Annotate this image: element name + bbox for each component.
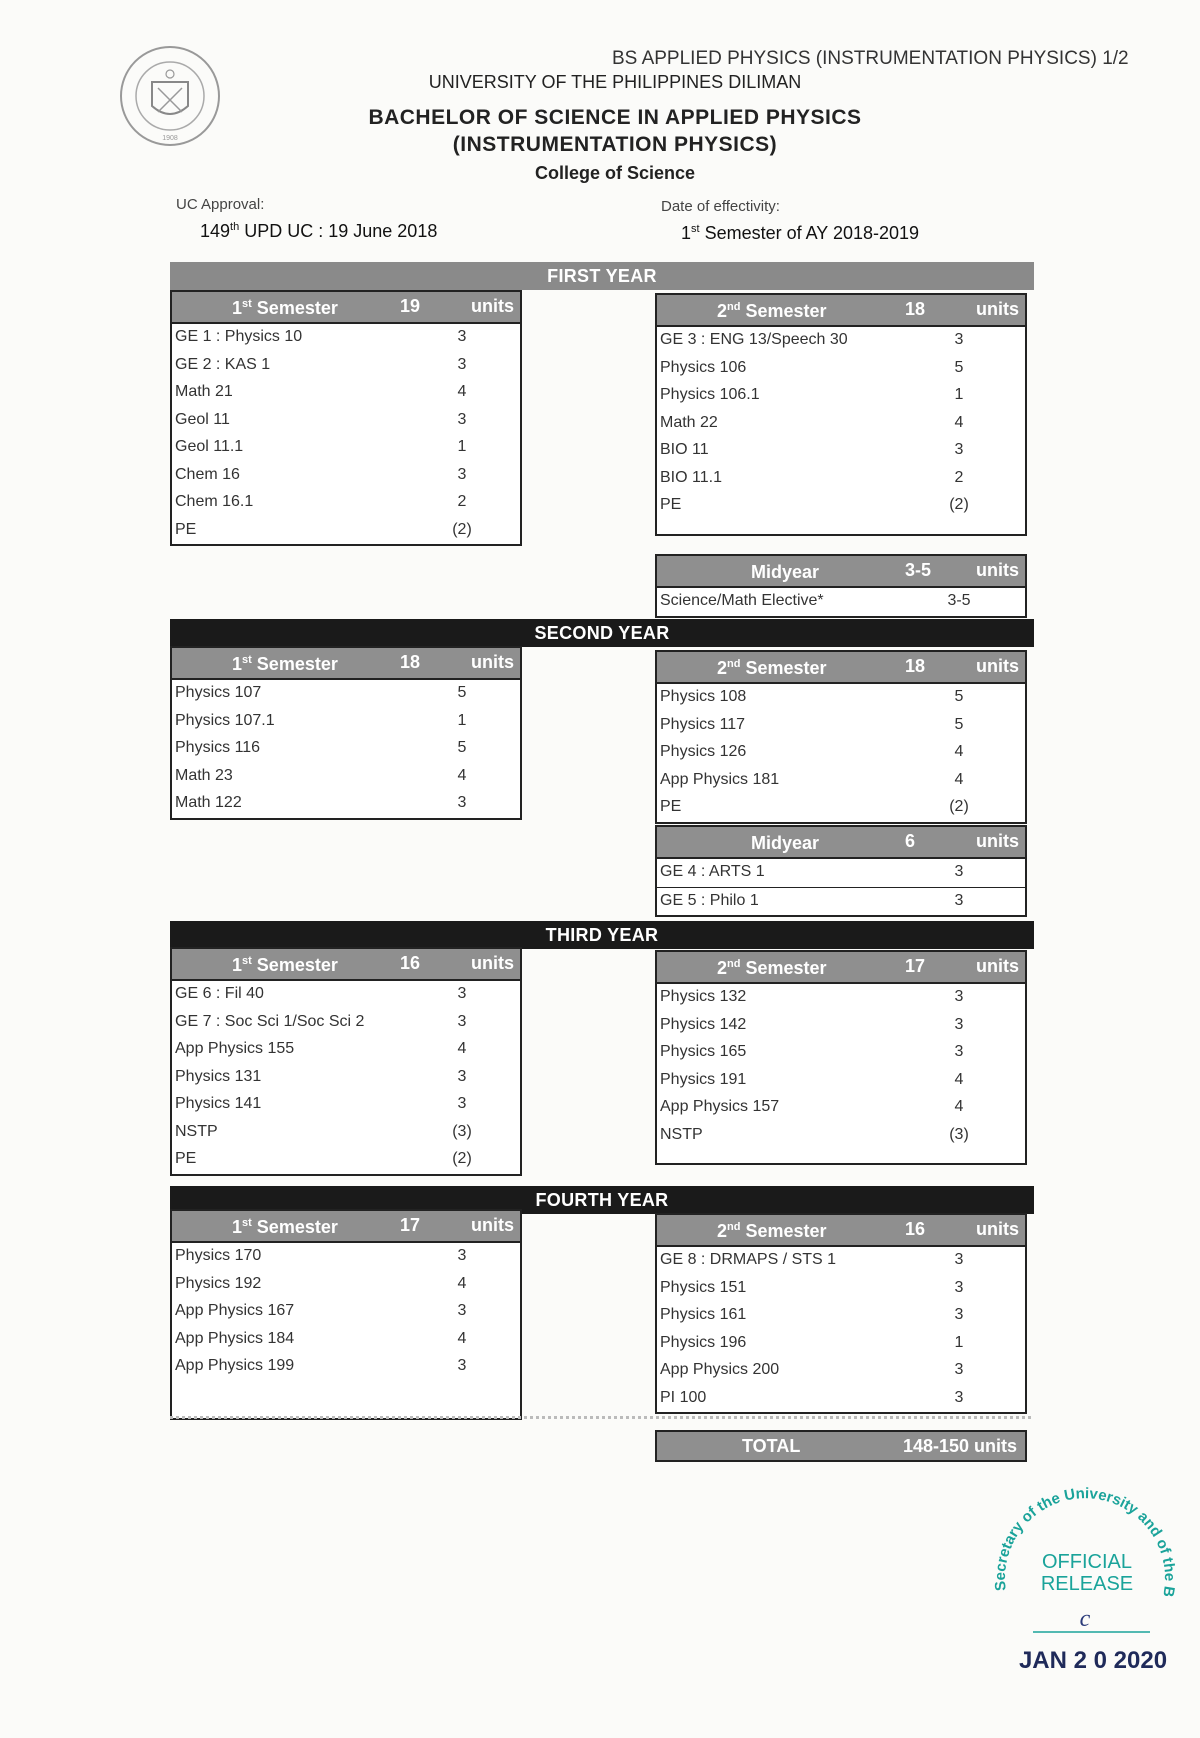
course-row [172,379,520,407]
divider [170,1416,1034,1419]
semester-header [657,295,1025,327]
course-row [657,1330,1025,1358]
course-row [172,1064,520,1092]
course-units: 2 [457,493,467,510]
college-name: College of Science [534,163,696,183]
course-units: 3 [457,985,467,1002]
semester-box-y1-sem1 [170,290,522,546]
course-row [172,1243,520,1271]
course-row [657,1067,1025,1095]
course-name: Math 122 [175,794,242,811]
course-row [172,708,520,736]
course-name: NSTP [660,1125,703,1143]
course-row [657,1385,1025,1413]
course-row [172,735,520,763]
course-name: Physics 107 [175,684,262,701]
course-units: 4 [457,1329,467,1347]
semester-header [172,292,520,324]
course-row [172,407,520,435]
course-row [172,1009,520,1037]
course-name: GE 6 : Fil 40 [175,985,264,1002]
course-row [657,382,1025,410]
course-row [657,767,1025,795]
semester-title: 1st Semester [232,298,338,318]
seal-year: 1908 [162,135,178,142]
course-name: GE 4 : ARTS 1 [660,863,765,880]
course-units: 4 [457,766,467,784]
course-name: Physics 170 [175,1247,262,1264]
course-row [657,1357,1025,1385]
course-row [172,1326,520,1354]
course-row [172,790,520,818]
course-row [657,1302,1025,1330]
course-units: 3 [457,465,467,483]
course-name: Physics 165 [660,1043,747,1060]
document-code: BS APPLIED PHYSICS (INSTRUMENTATION PHYSICS) 1/2 [612,48,1129,69]
course-units: (2) [452,1150,472,1167]
degree-title-line1: BACHELOR OF SCIENCE IN APPLIED PHYSICS [368,106,862,129]
course-row [172,324,520,352]
course-row [172,1036,520,1064]
course-row [657,794,1025,822]
course-units: 3 [457,1012,467,1030]
course-row [657,888,1025,916]
semester-units-total: 16 [905,1219,926,1239]
course-units: (3) [452,1122,472,1140]
course-units: 2 [954,468,964,486]
semester-header [657,1215,1025,1247]
course-name: Physics 106.1 [660,386,760,403]
course-units: 3 [954,1043,964,1060]
course-row [657,984,1025,1012]
course-units: 1 [954,386,964,403]
course-row [657,327,1025,355]
course-units: 3 [954,891,964,909]
semester-header [657,952,1025,984]
semester-box-y3-sem1 [170,947,522,1176]
total-units-bar [655,1430,1027,1462]
course-row [172,1091,520,1119]
course-units: 4 [457,1274,467,1292]
course-units: 3-5 [947,592,971,609]
semester-title: 1st Semester [232,1217,338,1237]
semester-units-total: 18 [905,656,926,676]
course-row [657,1247,1025,1275]
course-units: 4 [954,1098,964,1115]
course-name: Chem 16 [175,465,240,483]
units-word: units [976,1219,1019,1239]
course-name: Physics 117 [660,715,746,733]
semester-header [657,556,1025,588]
stamp-arc-text: Secretary of the University and of the B [991,1485,1179,1599]
semester-header [172,648,520,680]
course-name: Physics 108 [660,688,747,705]
semester-header [657,827,1025,859]
units-word: units [471,296,514,316]
units-word: units [471,652,514,672]
stamp-release: RELEASE [1040,1573,1134,1595]
course-row [657,739,1025,767]
course-name: Science/Math Elective* [660,592,824,609]
course-units: 5 [954,715,964,733]
course-row [657,437,1025,465]
course-name: Physics 142 [660,1015,747,1033]
course-units: 3 [954,1015,964,1033]
course-units: 4 [954,413,964,431]
course-name: Physics 131 [175,1067,262,1085]
course-row [172,352,520,380]
course-name: App Physics 199 [175,1357,295,1374]
units-word: units [976,956,1019,976]
course-units: 5 [954,358,964,376]
course-units: (2) [452,520,472,538]
units-word: units [976,656,1019,676]
course-name: BIO 11 [660,441,709,458]
course-units: 3 [457,1095,467,1112]
course-name: App Physics 167 [175,1302,295,1319]
effectivity-label: Date of effectivity: [661,198,780,215]
semester-units-total: 16 [400,953,421,973]
course-name: Chem 16.1 [175,493,254,510]
units-word: units [471,953,514,973]
year-bar-first: FIRST YEAR [170,262,1034,290]
course-units: 3 [457,355,467,373]
course-row [657,588,1025,616]
course-name: PE [175,520,197,538]
course-units: 3 [457,1247,467,1264]
semester-units-total: 19 [400,296,421,316]
course-units: 3 [457,794,467,811]
course-name: Physics 191 [660,1070,747,1088]
course-units: 1 [457,438,467,455]
semester-units-total: 18 [400,652,421,672]
course-row [657,859,1025,888]
course-units: 5 [954,688,964,705]
course-row [172,763,520,791]
course-name: Physics 107.1 [175,711,275,729]
semester-title: Midyear [751,833,820,853]
semester-header [657,652,1025,684]
course-units: (2) [949,798,969,815]
course-row [172,680,520,708]
course-name: Physics 192 [175,1274,262,1292]
university-name: UNIVERSITY OF THE PHILIPPINES DILIMAN [428,72,802,92]
semester-units-total: 17 [400,1215,421,1235]
course-units: 4 [457,1040,467,1057]
semester-box-y1-sem2 [655,293,1027,536]
course-row [657,684,1025,712]
course-name: Physics 196 [660,1333,747,1351]
semester-title: 2nd Semester [717,658,827,678]
units-word: units [471,1215,514,1235]
course-row [172,981,520,1009]
course-row [172,1298,520,1326]
course-name: App Physics 181 [660,770,780,788]
course-units: (2) [949,496,969,513]
stamp-initial: c [1079,1606,1091,1632]
course-units: 3 [457,410,467,428]
stamp-official: OFFICIAL [1041,1551,1133,1573]
course-units: 1 [954,1333,964,1351]
units-word: units [976,299,1019,319]
course-row [657,712,1025,740]
course-units: 3 [954,988,964,1005]
course-row [657,1012,1025,1040]
course-units: 4 [457,383,467,400]
course-units: 3 [954,331,964,348]
course-row [172,489,520,517]
semester-title: Midyear [751,562,820,582]
semester-box-y2-sem1 [170,646,522,820]
midyear-box-y2 [655,825,1027,917]
course-units: 3 [954,1278,964,1296]
course-name: App Physics 184 [175,1329,295,1347]
course-name: PI 100 [660,1388,707,1406]
units-word: units [976,560,1019,580]
semester-title: 2nd Semester [717,301,827,321]
course-row [172,1146,520,1174]
course-name: GE 5 : Philo 1 [660,891,759,909]
course-units: 3 [457,1067,467,1085]
official-release-stamp [985,1478,1185,1688]
course-units: 4 [954,743,964,760]
effectivity-value: 1st Semester of AY 2018-2019 [681,223,920,243]
course-units: 5 [457,739,467,756]
course-name: GE 7 : Soc Sci 1/Soc Sci 2 [175,1012,365,1030]
course-row [657,410,1025,438]
total-label: TOTAL [742,1436,801,1456]
uc-approval-label: UC Approval: [176,196,265,213]
course-row [657,1122,1025,1150]
course-name: Math 22 [660,413,718,431]
year-bar-fourth: FOURTH YEAR [170,1186,1034,1214]
course-units: 3 [457,1357,467,1374]
course-units: 4 [954,770,964,788]
course-name: Physics 161 [660,1306,747,1323]
course-units: 3 [954,863,964,880]
course-row [172,434,520,462]
semester-title: 1st Semester [232,955,338,975]
semester-header [172,949,520,981]
course-row [172,1119,520,1147]
course-name: PE [660,496,682,513]
course-row [172,462,520,490]
midyear-box-y1 [655,554,1027,618]
course-name: GE 1 : Physics 10 [175,328,303,345]
course-row [657,1094,1025,1122]
units-word: units [976,831,1019,851]
semester-title: 2nd Semester [717,1221,827,1241]
course-name: NSTP [175,1122,218,1140]
course-name: BIO 11.1 [660,468,722,486]
course-units: (3) [949,1125,969,1143]
course-row [657,465,1025,493]
course-name: Physics 116 [175,739,261,756]
course-row [172,1271,520,1299]
semester-header [172,1211,520,1243]
course-units: 3 [954,1251,964,1268]
course-row [172,517,520,545]
course-name: Geol 11.1 [175,438,244,455]
course-units: 3 [457,1302,467,1319]
course-row [657,355,1025,383]
course-name: PE [660,798,682,815]
course-units: 3 [954,1361,964,1378]
course-name: Math 23 [175,766,233,784]
course-name: Physics 141 [175,1095,262,1112]
course-name: App Physics 200 [660,1361,780,1378]
course-row [657,1039,1025,1067]
course-units: 3 [954,1306,964,1323]
year-bar-second: SECOND YEAR [170,619,1034,647]
semester-units-total: 18 [905,299,926,319]
semester-title: 1st Semester [232,654,338,674]
semester-box-y4-sem1 [170,1209,522,1420]
semester-units-total: 6 [905,831,916,851]
course-name: Math 21 [175,383,233,400]
course-units: 5 [457,684,467,701]
stamp-date: JAN 2 0 2020 [1018,1647,1168,1674]
degree-title-line2: (INSTRUMENTATION PHYSICS) [452,133,778,156]
course-name: App Physics 155 [175,1040,295,1057]
year-bar-third: THIRD YEAR [170,921,1034,949]
course-name: Physics 106 [660,358,747,376]
uc-approval-value: 149th UPD UC : 19 June 2018 [200,221,438,241]
semester-title: 2nd Semester [717,958,827,978]
course-name: App Physics 157 [660,1098,780,1115]
course-units: 3 [954,441,964,458]
course-name: Physics 126 [660,743,747,760]
semester-units-total: 17 [905,956,926,976]
semester-box-y2-sem2 [655,650,1027,824]
course-name: GE 8 : DRMAPS / STS 1 [660,1251,837,1268]
course-units: 3 [457,328,467,345]
course-row [657,1275,1025,1303]
semester-box-y3-sem2 [655,950,1027,1165]
course-units: 1 [457,711,467,729]
course-name: Physics 151 [660,1278,747,1296]
course-row [172,1353,520,1381]
course-name: PE [175,1150,197,1167]
course-name: GE 2 : KAS 1 [175,355,271,373]
course-units: 4 [954,1070,964,1088]
course-row [657,492,1025,520]
semester-units-total: 3-5 [905,560,932,580]
semester-box-y4-sem2 [655,1213,1027,1414]
course-name: GE 3 : ENG 13/Speech 30 [660,331,848,348]
course-units: 3 [954,1388,964,1406]
total-value: 148-150 units [902,1436,1017,1456]
course-name: Physics 132 [660,988,747,1005]
course-name: Geol 11 [175,410,230,428]
